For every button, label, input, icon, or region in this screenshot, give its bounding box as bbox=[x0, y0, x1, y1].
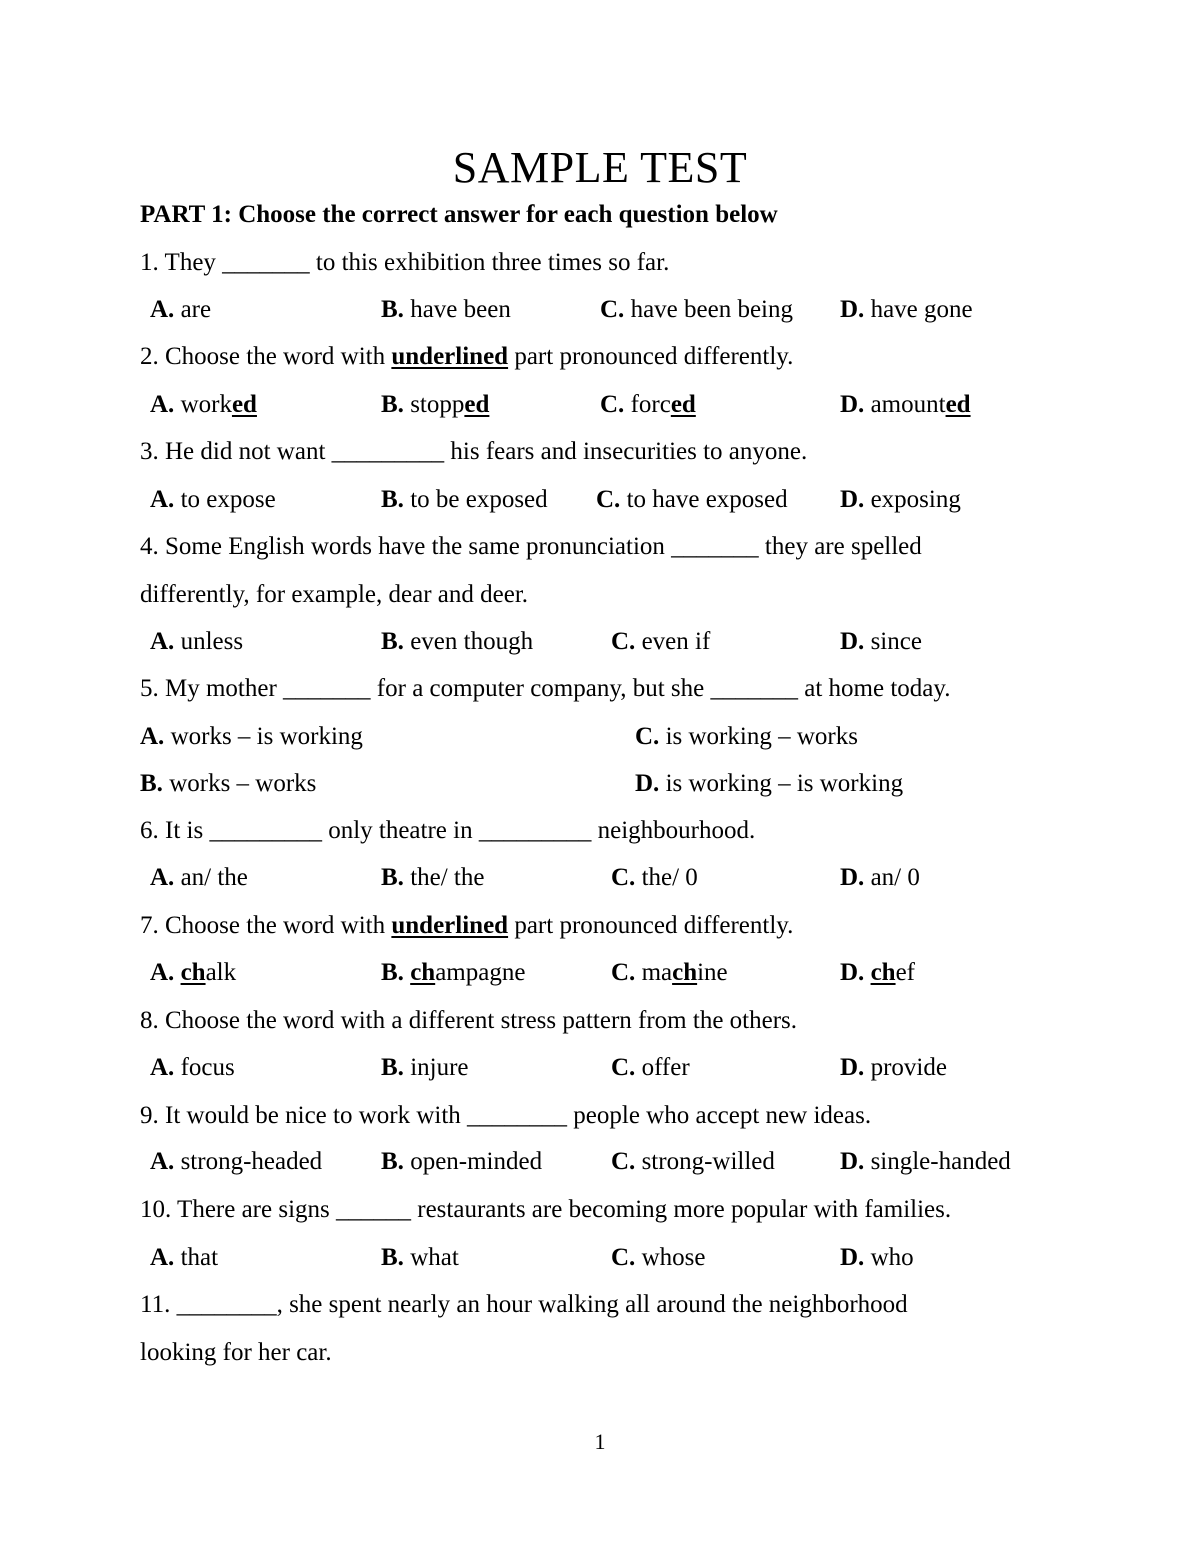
q2-option-b: B. stopped bbox=[381, 391, 490, 418]
q1-option-c: C. have been being bbox=[600, 296, 793, 323]
q9-option-d: D. single-handed bbox=[840, 1148, 1011, 1175]
q2-option-a: A. worked bbox=[150, 391, 257, 418]
q6-option-c: C. the/ 0 bbox=[611, 864, 698, 891]
q1-option-b: B. have been bbox=[381, 296, 511, 323]
question-11-line-2: looking for her car. bbox=[140, 1339, 332, 1366]
q8-option-a: A. focus bbox=[150, 1054, 235, 1081]
question-6: 6. It is _________ only theatre in _________ neighbourhood. bbox=[140, 817, 756, 844]
question-5: 5. My mother _______ for a computer company, but she _______ at home today. bbox=[140, 675, 951, 702]
q5-option-d: D. is working – is working bbox=[635, 770, 904, 797]
q5-option-c: C. is working – works bbox=[635, 723, 858, 750]
q2-option-d: D. amounted bbox=[840, 391, 971, 418]
q5-option-a: A. works – is working bbox=[140, 723, 363, 750]
question-8: 8. Choose the word with a different stress pattern from the others. bbox=[140, 1007, 798, 1034]
q1-option-d: D. have gone bbox=[840, 296, 973, 323]
q7-option-b: B. champagne bbox=[381, 959, 526, 986]
question-2: 2. Choose the word with underlined part pronounced differently. bbox=[140, 343, 794, 370]
q8-option-b: B. injure bbox=[381, 1054, 469, 1081]
q7-option-d: D. chef bbox=[840, 959, 915, 986]
q9-option-a: A. strong-headed bbox=[150, 1148, 323, 1175]
question-1: 1. They _______ to this exhibition three times so far. bbox=[140, 249, 670, 276]
q1-option-a: A. are bbox=[150, 296, 212, 323]
q9-option-b: B. open-minded bbox=[381, 1148, 543, 1175]
question-11-line-1: 11. ________, she spent nearly an hour walking all around the neighborhood bbox=[140, 1291, 908, 1318]
q6-option-b: B. the/ the bbox=[381, 864, 485, 891]
q10-option-c: C. whose bbox=[611, 1244, 706, 1271]
question-7: 7. Choose the word with underlined part pronounced differently. bbox=[140, 912, 794, 939]
q6-option-a: A. an/ the bbox=[150, 864, 248, 891]
q4-option-d: D. since bbox=[840, 628, 922, 655]
q8-option-c: C. offer bbox=[611, 1054, 690, 1081]
question-4-line-2: differently, for example, dear and deer. bbox=[140, 581, 529, 608]
question-3: 3. He did not want _________ his fears and insecurities to anyone. bbox=[140, 438, 808, 465]
page-title: SAMPLE TEST bbox=[452, 143, 748, 192]
q6-option-d: D. an/ 0 bbox=[840, 864, 920, 891]
q7-option-c: C. machine bbox=[611, 959, 728, 986]
q2-option-c: C. forced bbox=[600, 391, 696, 418]
q8-option-d: D. provide bbox=[840, 1054, 947, 1081]
q7-option-a: A. chalk bbox=[150, 959, 237, 986]
q4-option-c: C. even if bbox=[611, 628, 711, 655]
q9-option-c: C. strong-willed bbox=[611, 1148, 775, 1175]
q4-option-a: A. unless bbox=[150, 628, 244, 655]
question-10: 10. There are signs ______ restaurants are becoming more popular with families. bbox=[140, 1196, 952, 1223]
q3-option-b: B. to be exposed bbox=[381, 486, 548, 513]
q5-option-b: B. works – works bbox=[140, 770, 317, 797]
q3-option-c: C. to have exposed bbox=[596, 486, 788, 513]
q3-option-d: D. exposing bbox=[840, 486, 961, 513]
q3-option-a: A. to expose bbox=[150, 486, 276, 513]
q4-option-b: B. even though bbox=[381, 628, 534, 655]
part-heading: PART 1: Choose the correct answer for each question below bbox=[140, 201, 778, 228]
q10-option-a: A. that bbox=[150, 1244, 219, 1271]
page-number: 1 bbox=[594, 1429, 606, 1454]
q10-option-b: B. what bbox=[381, 1244, 459, 1271]
question-4-line-1: 4. Some English words have the same pronunciation _______ they are spelled bbox=[140, 533, 922, 560]
question-9: 9. It would be nice to work with ________ people who accept new ideas. bbox=[140, 1102, 872, 1129]
q10-option-d: D. who bbox=[840, 1244, 914, 1271]
